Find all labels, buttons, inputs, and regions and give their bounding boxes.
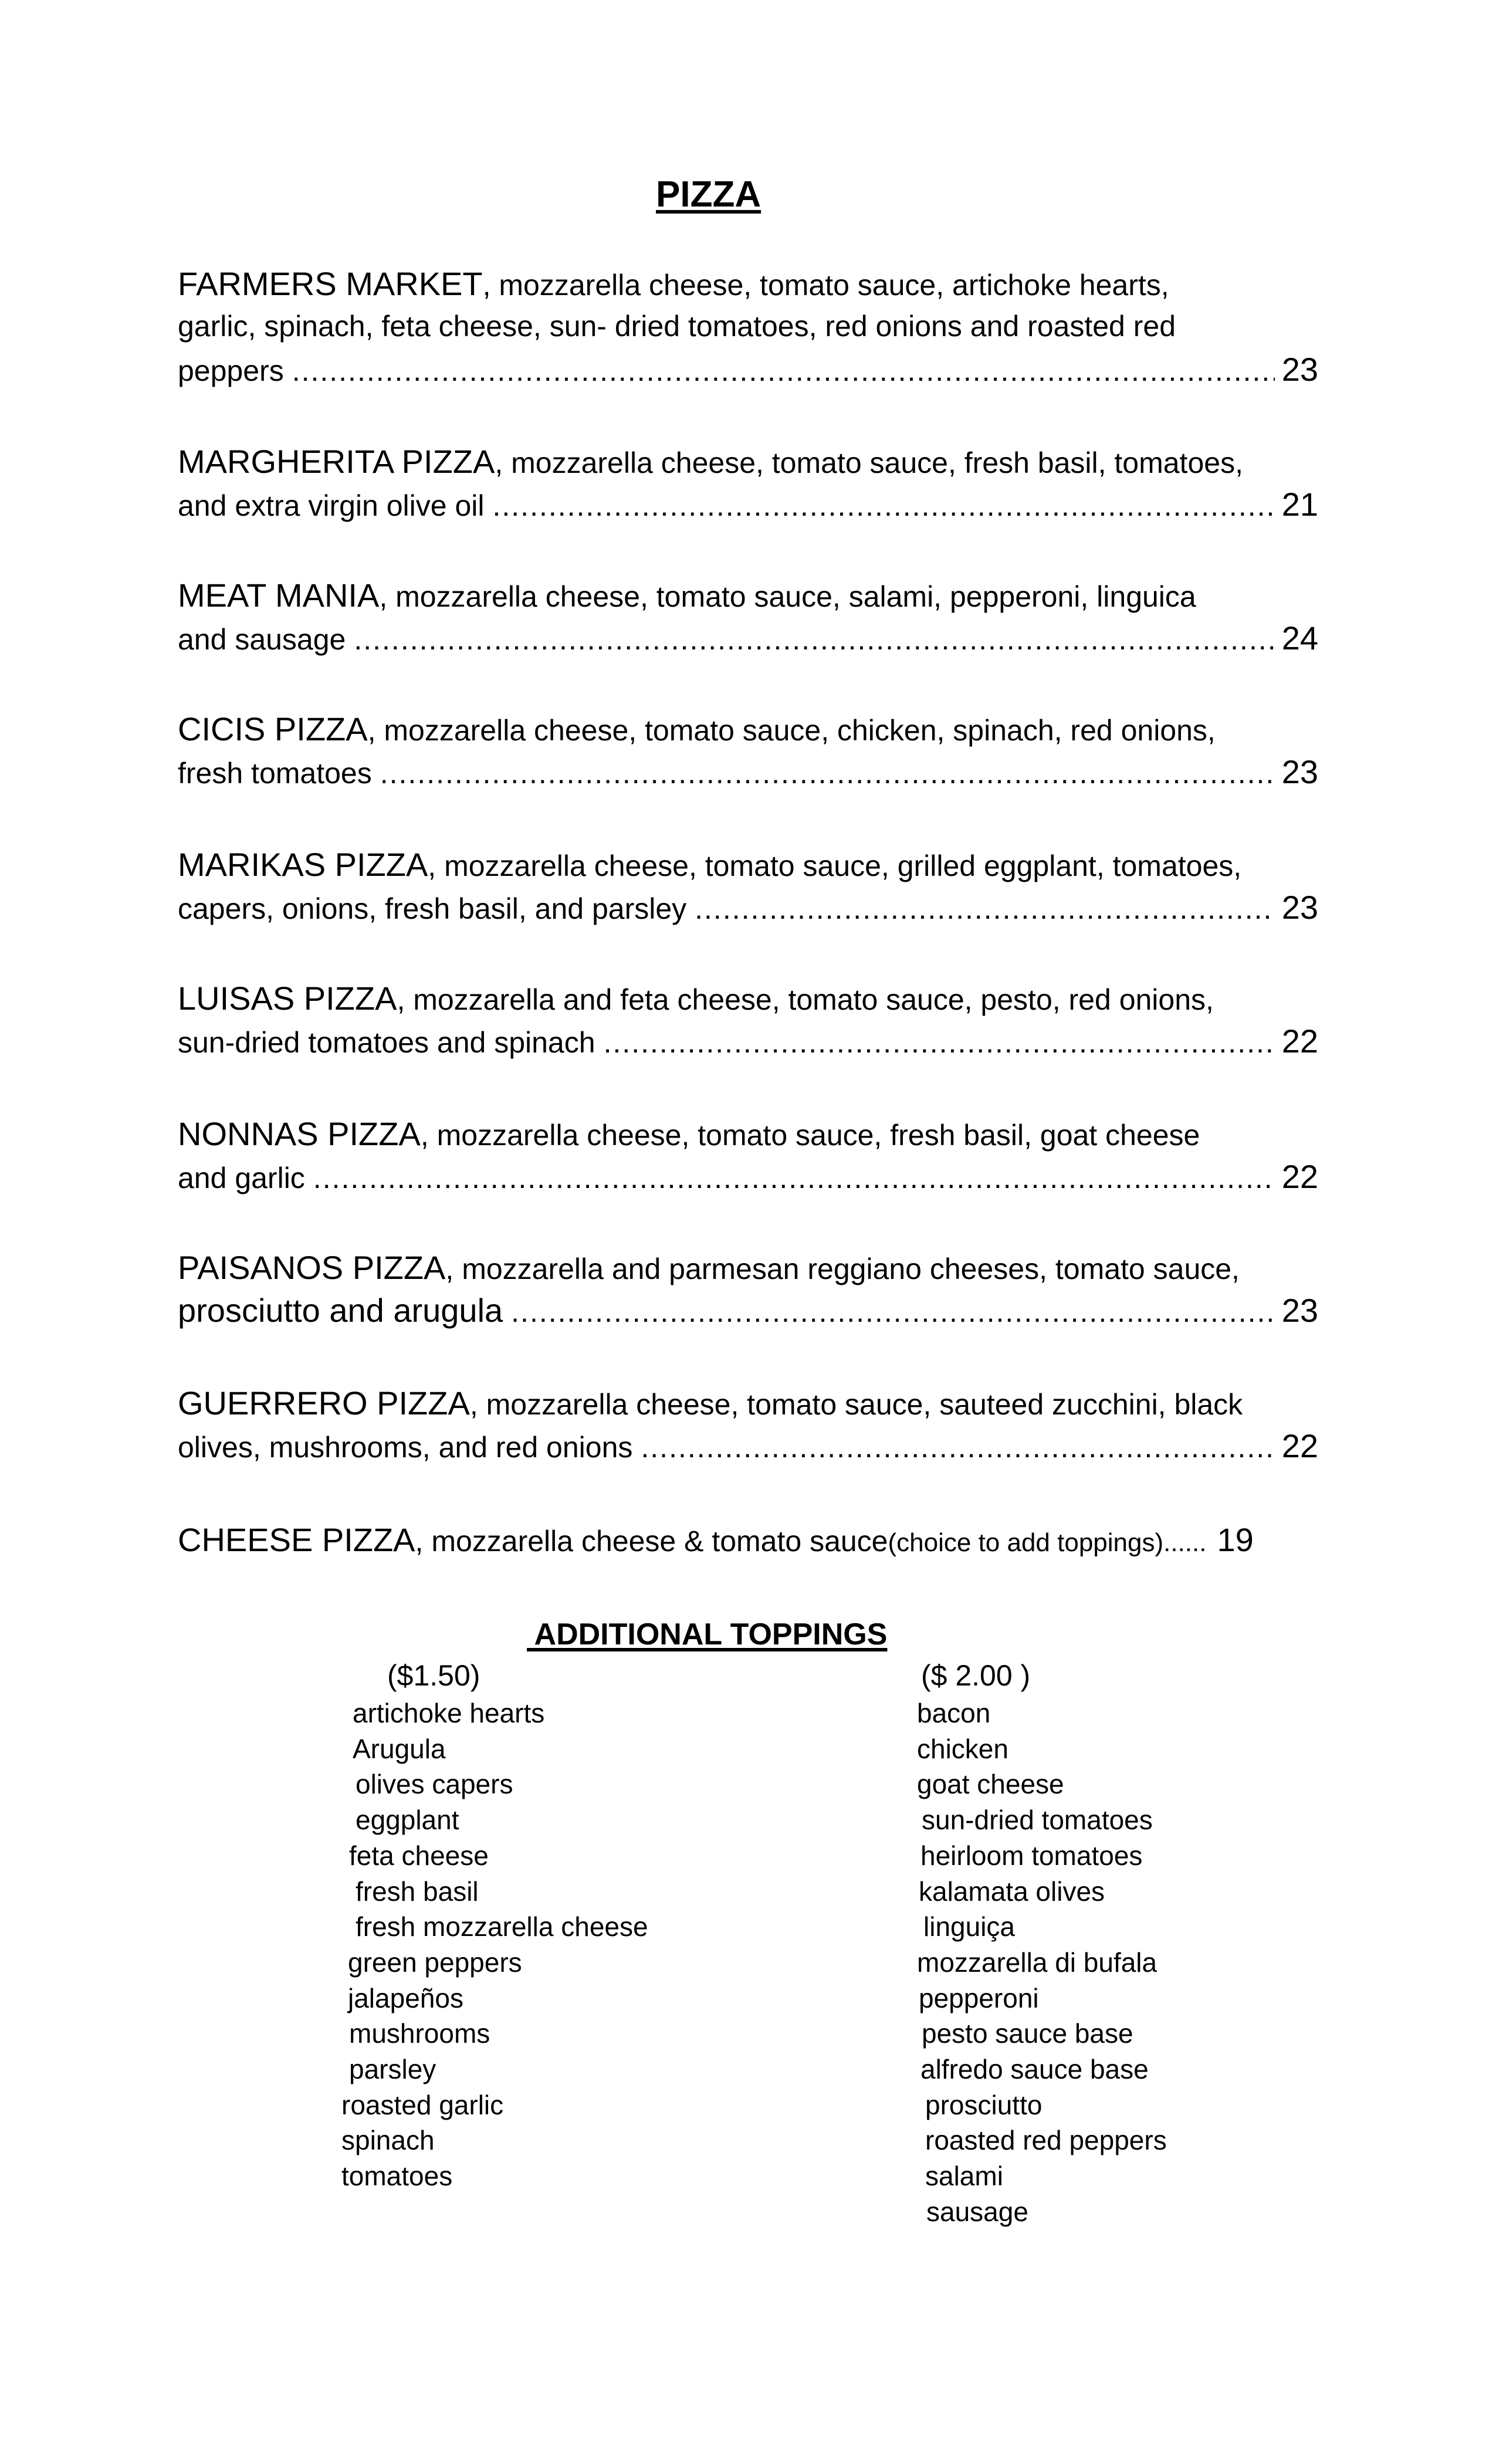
menu-item-description: peppers <box>178 354 284 387</box>
topping-item-1-50: fresh basil <box>356 1876 479 1907</box>
topping-item-2-00: bacon <box>917 1698 991 1728</box>
topping-item-1-50: tomatoes <box>341 2161 453 2191</box>
topping-item-2-00: goat cheese <box>917 1769 1064 1799</box>
menu-item-name: MARIKAS PIZZA <box>178 846 428 883</box>
topping-item-2-00: sun-dried tomatoes <box>922 1805 1153 1835</box>
topping-price-label-2-00: ($ 2.00 ) <box>921 1659 1031 1692</box>
topping-item-1-50: feta cheese <box>349 1840 489 1871</box>
topping-item-2-00: linguiça <box>923 1911 1015 1942</box>
menu-item-name: NONNAS PIZZA <box>178 1115 421 1152</box>
menu-item-price: 22 <box>1281 1427 1318 1464</box>
menu-item-line <box>178 1424 1318 1467</box>
menu-item-name: FARMERS MARKET <box>178 265 483 302</box>
menu-item-price: 22 <box>1281 1158 1318 1195</box>
topping-item-1-50: fresh mozzarella cheese <box>356 1911 648 1942</box>
dot-leader <box>313 1157 1275 1200</box>
menu-item-line <box>178 1518 1318 1561</box>
menu-item-description: , mozzarella cheese, tomato sauce, fresh basil, tomatoes, <box>495 446 1243 479</box>
topping-price-label-1-50: ($1.50) <box>387 1659 480 1692</box>
menu-item-name: MEAT MANIA <box>178 577 380 614</box>
topping-item-1-50: roasted garlic <box>341 2090 504 2120</box>
menu-item-line <box>178 1155 1318 1198</box>
menu-item-description: prosciutto and arugula <box>178 1292 503 1329</box>
topping-item-2-00: pesto sauce base <box>922 2018 1133 2049</box>
menu-item-line <box>178 440 1243 483</box>
menu-item-description: , mozzarella cheese, tomato sauce, grilled eggplant, tomatoes, <box>428 849 1242 882</box>
menu-item-line <box>178 483 1318 526</box>
menu-item-line <box>178 977 1214 1020</box>
topping-item-1-50: olives capers <box>356 1769 513 1799</box>
menu-item-name: GUERRERO PIZZA <box>178 1385 470 1421</box>
dot-leader <box>695 888 1275 930</box>
menu-item-description: , mozzarella cheese, tomato sauce, sauteed zucchini, black <box>469 1388 1243 1421</box>
menu-item-description: and extra virgin olive oil <box>178 489 485 522</box>
menu-item-line <box>178 348 1318 391</box>
menu-item-price: 23 <box>1281 889 1318 926</box>
menu-item-description: capers, onions, fresh basil, and parsley <box>178 892 687 925</box>
menu-item-price: 23 <box>1281 351 1318 388</box>
toppings-title: ADDITIONAL TOPPINGS <box>527 1617 888 1651</box>
topping-item-2-00: mozzarella di bufala <box>917 1947 1157 1978</box>
topping-item-2-00: prosciutto <box>925 2090 1043 2120</box>
menu-item-name: PAISANOS PIZZA <box>178 1249 446 1286</box>
topping-item-1-50: eggplant <box>356 1805 459 1835</box>
menu-item-line <box>178 750 1318 793</box>
menu-item-description: olives, mushrooms, and red onions <box>178 1431 633 1464</box>
menu-item-description: , mozzarella cheese, tomato sauce, salami, pepperoni, linguica <box>379 580 1196 613</box>
menu-item-price: 23 <box>1281 753 1318 790</box>
menu-item-line <box>178 574 1196 617</box>
menu-item-line <box>178 305 1176 348</box>
topping-item-1-50: Arugula <box>353 1734 446 1764</box>
menu-item-description: (choice to add toppings)...... <box>888 1528 1207 1557</box>
dot-leader <box>493 485 1275 527</box>
menu-item-description: , mozzarella cheese & tomato sauce <box>415 1525 888 1558</box>
menu-item-line <box>178 262 1169 305</box>
menu-item-price: 22 <box>1281 1023 1318 1060</box>
menu-item-description: , mozzarella cheese, tomato sauce, artichoke hearts, <box>482 269 1169 302</box>
topping-item-2-00: heirloom tomatoes <box>920 1840 1143 1871</box>
menu-item-name: MARGHERITA PIZZA <box>178 443 495 480</box>
menu-item-line <box>178 1382 1243 1424</box>
menu-item-description: garlic, spinach, feta cheese, sun- dried tomatoes, red onions and roasted red <box>178 310 1176 343</box>
topping-item-1-50: green peppers <box>348 1947 522 1978</box>
dot-leader <box>380 752 1275 795</box>
dot-leader <box>292 350 1275 392</box>
topping-item-2-00: sausage <box>926 2196 1028 2227</box>
menu-item-description: , mozzarella and parmesan reggiano cheeses, tomato sauce, <box>445 1253 1240 1285</box>
dot-leader <box>354 618 1274 661</box>
menu-item-line <box>178 886 1318 929</box>
menu-item-price: 24 <box>1281 620 1318 656</box>
menu-item-price: 21 <box>1281 486 1318 523</box>
topping-item-1-50: jalapeños <box>348 1983 463 2013</box>
menu-item-line <box>178 1020 1318 1062</box>
menu-item-line <box>178 1112 1200 1155</box>
menu-item-description: sun-dried tomatoes and spinach <box>178 1026 595 1059</box>
menu-item-name: LUISAS PIZZA <box>178 980 397 1017</box>
dot-leader <box>604 1021 1275 1064</box>
menu-item-name: CHEESE PIZZA <box>178 1521 415 1558</box>
menu-item-line <box>178 1246 1240 1289</box>
topping-item-1-50: mushrooms <box>349 2018 490 2049</box>
menu-item-description: and garlic <box>178 1162 305 1194</box>
menu-item-line <box>178 843 1241 886</box>
topping-item-2-00: kalamata olives <box>919 1876 1105 1907</box>
topping-item-2-00: salami <box>925 2161 1003 2191</box>
topping-item-2-00: chicken <box>917 1734 1008 1764</box>
menu-item-name: CICIS PIZZA <box>178 710 368 747</box>
menu-item-description: , mozzarella cheese, tomato sauce, chicken, spinach, red onions, <box>367 714 1216 747</box>
dot-leader <box>641 1426 1274 1469</box>
topping-item-1-50: artichoke hearts <box>353 1698 545 1728</box>
menu-item-price: 23 <box>1281 1292 1318 1329</box>
menu-item-line <box>178 708 1216 750</box>
menu-item-description: fresh tomatoes <box>178 757 372 790</box>
topping-item-1-50: parsley <box>349 2054 436 2084</box>
menu-item-description: and sausage <box>178 623 346 656</box>
menu-item-line <box>178 1289 1318 1332</box>
topping-item-2-00: roasted red peppers <box>925 2125 1167 2155</box>
menu-item-price: 19 <box>1217 1521 1254 1558</box>
menu-item-line <box>178 617 1318 659</box>
topping-item-2-00: alfredo sauce base <box>920 2054 1149 2084</box>
dot-leader <box>511 1291 1275 1333</box>
menu-item-description: , mozzarella and feta cheese, tomato sauce, pesto, red onions, <box>397 983 1214 1016</box>
menu-item-description: , mozzarella cheese, tomato sauce, fresh basil, goat cheese <box>420 1119 1200 1152</box>
topping-item-2-00: pepperoni <box>919 1983 1039 2013</box>
page-title: PIZZA <box>656 174 761 215</box>
topping-item-1-50: spinach <box>341 2125 435 2155</box>
